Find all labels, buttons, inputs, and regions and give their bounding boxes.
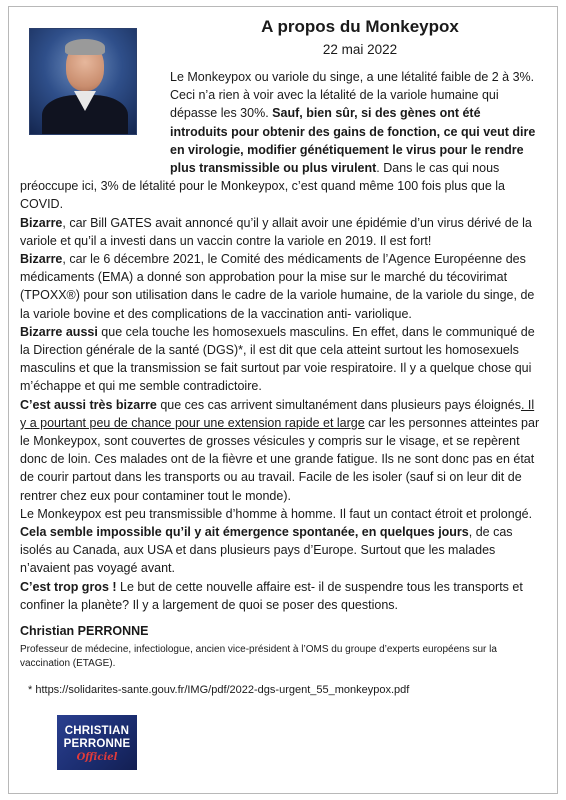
logo-line-1: CHRISTIAN — [64, 725, 130, 737]
paragraph-7: C’est trop gros ! Le but de cette nouvelle affaire est- il de suspendre tous les transports et confiner la planète? Il y a largement de quoi se poser des questions. — [20, 579, 523, 612]
signature-role: Professeur de médecine, infectiologue, ancien vice-président à l’OMS du groupe d’experts européens sur la vaccination (ETAGE). — [20, 644, 497, 669]
paragraph-6: Le Monkeypox est peu transmissible d’homme à homme. Il faut un contact étroit et prolongé. Cela semble impossible qu’il y ait émergence spontanée, en quelques jours, de cas isolés au Canada, aux USA et dans plusieurs pays d’Europe. Surtout que les malades n’avaient pas voyagé avant. — [20, 506, 533, 576]
page-title: A propos du Monkeypox — [261, 17, 459, 36]
paragraph-4: Bizarre aussi que cela touche les homosexuels masculins. En effet, dans le communiqué de la Direction générale de la santé (DGS)*, il est dit que cela atteint surtout les homosexuels masculins et que la transmission se fait surtout par voie respiratoire. Il y a quelque chose qui m’échappe et qui me semble contradictoire. — [20, 324, 535, 394]
brand-logo — [57, 715, 137, 770]
paragraph-1: Le Monkeypox ou variole du singe, a une létalité faible de 2 à 3%. Ceci n’a rien à voir avec la létalité de la variole humaine qui dépasse les 30%. Sauf, bien sûr, si des gènes ont été introduits pour obtenir des gains de fonction, ce qui veut dire en virologie, modifier génétiquement le virus pour le rendre plus transmissible ou plus virulent. Dans le cas qui nous préoccupe ici, 3% de létalité pour le Monkeypox, c’est quand même 100 fois plus que la COVID. — [20, 70, 536, 212]
logo-line-2: PERRONNE — [63, 738, 131, 750]
signature-name: Christian PERRONNE — [20, 624, 149, 638]
paragraph-3: Bizarre, car le 6 décembre 2021, le Comité des médicaments de l’Agence Européenne des médicaments (EMA) a donné son approbation pour la mise sur le marché du técovirimat (TPOXX®) pour son utilisation dans le cadre de la variole humaine, de la variole du singe, de la variole bovine et des complications de la vaccination anti- variolique. — [20, 252, 535, 321]
paragraph-5: C’est aussi très bizarre que ces cas arrivent simultanément dans plusieurs pays éloignés. Il y a pourtant peu de chance pour une extension rapide et large car les personnes atteintes par le Monkeypox, sont couvertes de grosses vésicules y compris sur le visage, et se repèrent donc de loin. Ces malades ont de la fièvre et une grande fatigue. Ils ne sont donc pas en état de courir partout dans les transports ou au travail. Facile de les isoler (sauf si on leur dit de rentrer chez eux pour contaminer tout le monde). — [20, 397, 540, 503]
paragraph-2: Bizarre, car Bill GATES avait annoncé qu’il y allait avoir une épidémie d’un virus dérivé de la variole et qu’il a investi dans un vaccin contre la variole en 2019. Il est fort! — [20, 215, 532, 248]
publication-date: 22 mai 2022 — [322, 42, 398, 57]
logo-line-3: Officiel — [76, 752, 118, 763]
photo-hair — [65, 39, 105, 55]
reference-link[interactable]: * https://solidarites-sante.gouv.fr/IMG/pdf/2022-dgs-urgent_55_monkeypox.pdf — [28, 684, 410, 696]
article-body — [20, 68, 540, 614]
